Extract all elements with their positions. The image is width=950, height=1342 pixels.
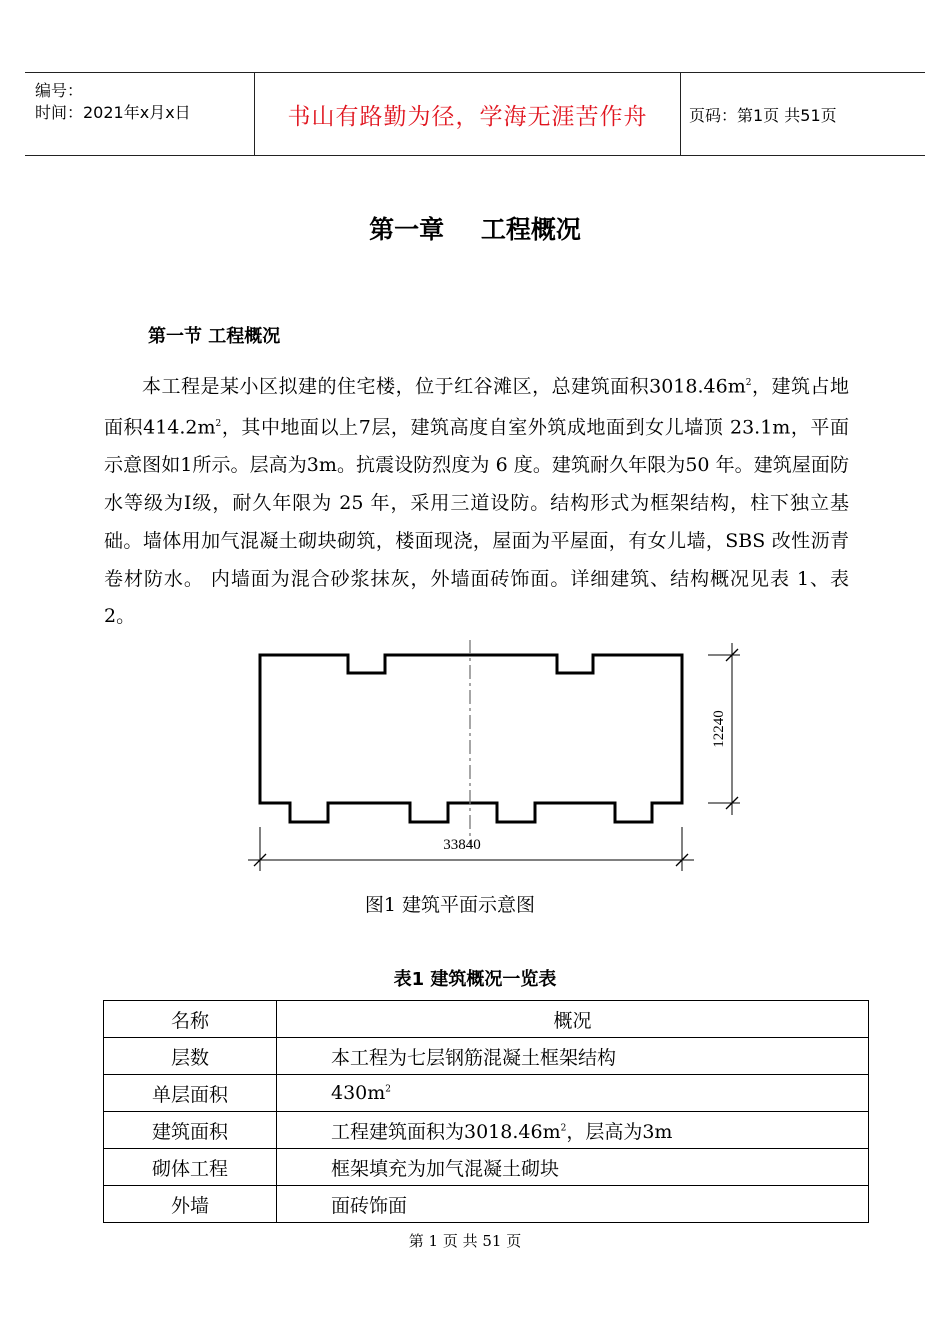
body-paragraph [104, 365, 849, 636]
header-cell-desc: 概况 [277, 1001, 869, 1038]
row-desc [277, 1112, 869, 1149]
table-row [104, 1186, 869, 1223]
overview-table [103, 1000, 869, 1223]
row-desc [277, 1038, 869, 1075]
floor-plan-figure [230, 635, 770, 880]
superscript: 2 [385, 1084, 392, 1095]
page-header [25, 72, 925, 156]
row-desc-text: 工程建筑面积为3018.46m [331, 1120, 561, 1143]
table-title: 表1 建筑概况一览表 [393, 969, 557, 990]
header-divider-right [680, 73, 681, 155]
row-name: 层数 [104, 1038, 277, 1075]
row-desc [277, 1186, 869, 1223]
superscript: 2 [560, 1123, 567, 1134]
table-header-row [104, 1001, 869, 1038]
section-title: 第一节 工程概况 [148, 326, 281, 347]
row-desc-text: 面砖饰面 [331, 1194, 408, 1217]
height-dimension-label: 12240 [711, 710, 727, 748]
row-name: 砌体工程 [104, 1149, 277, 1186]
row-name: 外墙 [104, 1186, 277, 1223]
page-footer: 第 1 页 共 51 页 [408, 1232, 522, 1250]
header-page-info: 页码：第1页 共51页 [689, 105, 837, 125]
row-desc-text: 430m [331, 1082, 386, 1104]
width-dimension-label: 33840 [443, 837, 481, 853]
row-desc-text: 框架填充为加气混凝土砌块 [331, 1157, 560, 1180]
header-motto: 书山有路勤为径，学海无涯苦作舟 [287, 103, 648, 130]
row-name: 建筑面积 [104, 1112, 277, 1149]
row-name: 单层面积 [104, 1075, 277, 1112]
row-desc [277, 1075, 869, 1112]
superscript: 2 [745, 378, 752, 388]
body-text-3: ，其中地面以上7层，建筑高度自室外筑成地面到女儿墙顶 23.1m，平面示意图如1所示。层高为3m。抗震设防烈度为 6 度。建筑耐久年限为50 年。建筑屋面防水等级为Ⅰ级，耐久年限为 25 年，采用三道设防。结构形式为框架结构，柱下独立基础。墙体用加气混凝土砌块砌筑，楼面现浇，屋面为平屋面，有女儿墙，SBS 改性沥青卷材防水。 内墙面为混合砂浆抹灰，外墙面砖饰面。详细建筑、结构概况见表 1、表 2。 [104, 416, 849, 628]
figure-caption: 图1 建筑平面示意图 [364, 894, 536, 916]
chapter-title: 第一章 工程概况 [369, 215, 581, 244]
body-text-1: 本工程是某小区拟建的住宅楼，位于红谷滩区，总建筑面积3018.46m [142, 375, 746, 398]
building-outline [260, 655, 682, 822]
number-label: 编号： [35, 81, 84, 100]
row-desc-text: 本工程为七层钢筋混凝土框架结构 [331, 1046, 617, 1069]
row-desc [277, 1149, 869, 1186]
table-row [104, 1038, 869, 1075]
date-label: 时间：2021年x月x日 [35, 103, 191, 122]
table-row [104, 1112, 869, 1149]
body-text-2: ，建筑占地面积414.2m [104, 375, 849, 439]
table-row [104, 1149, 869, 1186]
superscript: 2 [215, 419, 222, 430]
header-meta [35, 80, 191, 124]
header-cell-name: 名称 [104, 1001, 277, 1038]
row-desc-tail: ，层高为3m [566, 1120, 673, 1143]
floor-plan-drawing [230, 635, 770, 880]
table-row [104, 1075, 869, 1112]
